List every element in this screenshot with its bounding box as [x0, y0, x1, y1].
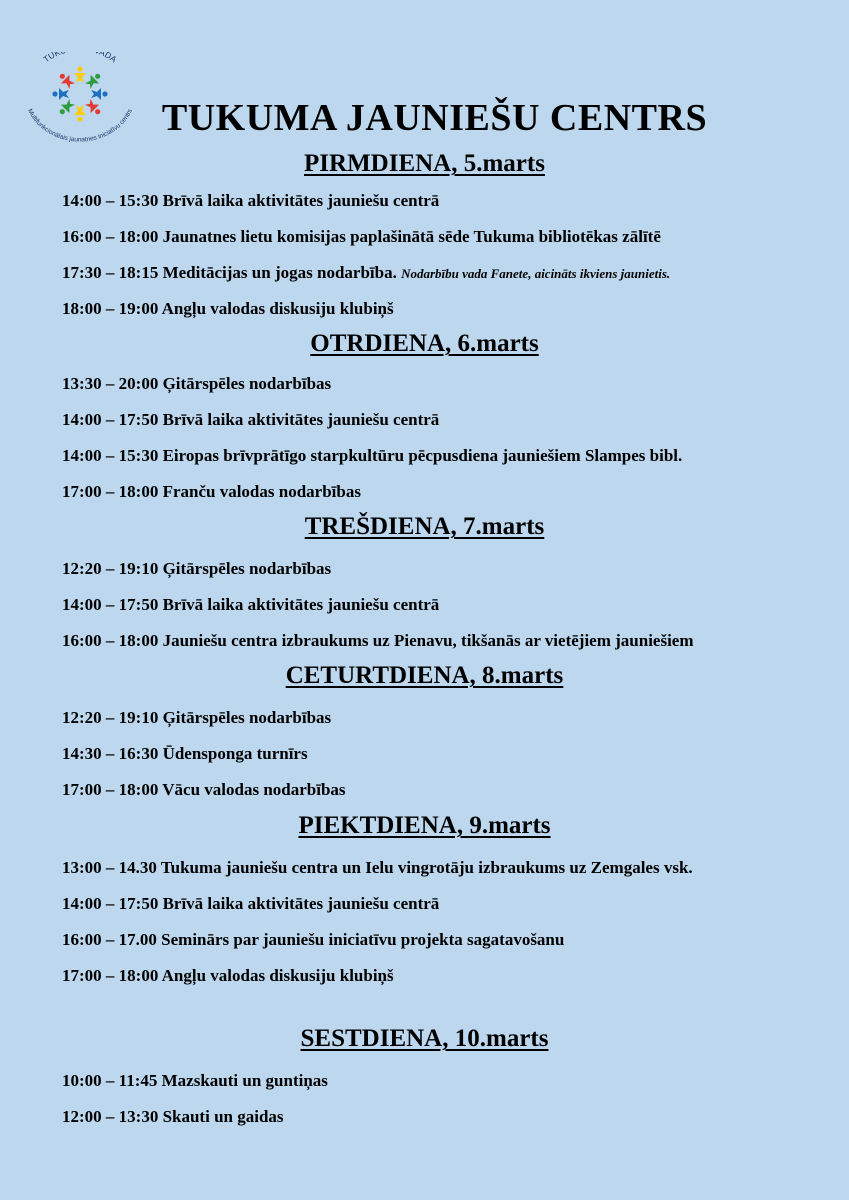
day-header: TREŠDIENA, 7.marts	[304, 513, 545, 540]
schedule-item-text: 12:00 – 13:30 Skauti un gaidas	[62, 1107, 284, 1126]
schedule-item-text: 17:00 – 18:00 Angļu valodas diskusiju klubiņš	[62, 966, 394, 985]
schedule-item-text: 14:00 – 17:50 Brīvā laika aktivitātes jauniešu centrā	[62, 410, 440, 429]
schedule-item	[62, 966, 842, 986]
schedule-item-text: 16:00 – 17.00 Seminārs par jauniešu iniciatīvu projekta sagatavošanu	[62, 930, 565, 949]
schedule-item-text: 14:00 – 15:30 Eiropas brīvprātīgo starpkultūru pēcpusdiena jauniešiem Slampes bibl.	[62, 446, 683, 465]
schedule-item	[62, 595, 842, 615]
logo-person-figure	[84, 70, 104, 90]
schedule-item	[62, 631, 842, 651]
schedule-item	[62, 410, 842, 430]
day-header: SESTDIENA, 10.marts	[300, 1025, 549, 1052]
schedule-item-text: 16:00 – 18:00 Jaunatnes lietu komisijas paplašinātā sēde Tukuma bibliotēkas zālītē	[62, 227, 661, 246]
schedule-item	[62, 708, 842, 728]
schedule-item	[62, 263, 842, 283]
page-title: TUKUMA JAUNIEŠU CENTRS	[161, 97, 708, 139]
schedule-item-note: Nodarbību vada Fanete, aicināts ikviens jaunietis.	[401, 266, 671, 281]
schedule-item-text: 17:00 – 18:00 Vācu valodas nodarbības	[62, 780, 346, 799]
schedule-item	[62, 446, 842, 466]
schedule-item-text: 12:20 – 19:10 Ģitārspēles nodarbības	[62, 559, 332, 578]
schedule-item	[62, 780, 842, 800]
schedule-item-text: 14:00 – 17:50 Brīvā laika aktivitātes jauniešu centrā	[62, 595, 440, 614]
schedule-item	[62, 559, 842, 579]
schedule-item-text: 13:00 – 14.30 Tukuma jauniešu centra un Ielu vingrotāju izbraukums uz Zemgales vsk.	[62, 858, 693, 877]
schedule-item	[62, 191, 842, 211]
schedule-item-text: 14:30 – 16:30 Ūdensponga turnīrs	[62, 744, 308, 763]
schedule-item	[62, 299, 842, 319]
schedule-item	[62, 1107, 842, 1127]
schedule-item-text: 16:00 – 18:00 Jauniešu centra izbraukums uz Pienavu, tikšanās ar vietējiem jauniešiem	[62, 631, 694, 650]
schedule-item	[62, 744, 842, 764]
schedule-item-text: 14:00 – 17:50 Brīvā laika aktivitātes jauniešu centrā	[62, 894, 440, 913]
logo-top-text: TUK ADA	[41, 52, 119, 65]
schedule-item-text: 10:00 – 11:45 Mazskauti un guntiņas	[62, 1071, 328, 1090]
schedule-item	[62, 374, 842, 394]
schedule-item-text: 17:30 – 18:15 Meditācijas un jogas nodarbība.	[62, 263, 397, 282]
schedule-item	[62, 482, 842, 502]
day-header: PIRMDIENA, 5.marts	[304, 150, 545, 177]
schedule-item-text: 13:30 – 20:00 Ģitārspēles nodarbības	[62, 374, 332, 393]
schedule-item	[62, 858, 842, 878]
schedule-item-text: 14:00 – 15:30 Brīvā laika aktivitātes jauniešu centrā	[62, 191, 440, 210]
logo-bottom-text: Multifunkcionālais jaunatnes iniciatīvu centrs	[26, 107, 134, 142]
logo-person-figure	[74, 66, 86, 83]
schedule-item	[62, 1071, 842, 1091]
schedule-item	[62, 894, 842, 914]
day-header: PIEKTDIENA, 9.marts	[298, 812, 551, 839]
schedule-item-text: 18:00 – 19:00 Angļu valodas diskusiju klubiņš	[62, 299, 394, 318]
schedule-item	[62, 227, 842, 247]
logo-person-figure	[56, 70, 76, 90]
schedule-item	[62, 930, 842, 950]
day-header: CETURTDIENA, 8.marts	[285, 662, 564, 689]
day-header: OTRDIENA, 6.marts	[310, 330, 539, 357]
schedule-item-text: 17:00 – 18:00 Franču valodas nodarbības	[62, 482, 361, 501]
schedule-item-text: 12:20 – 19:10 Ģitārspēles nodarbības	[62, 708, 332, 727]
